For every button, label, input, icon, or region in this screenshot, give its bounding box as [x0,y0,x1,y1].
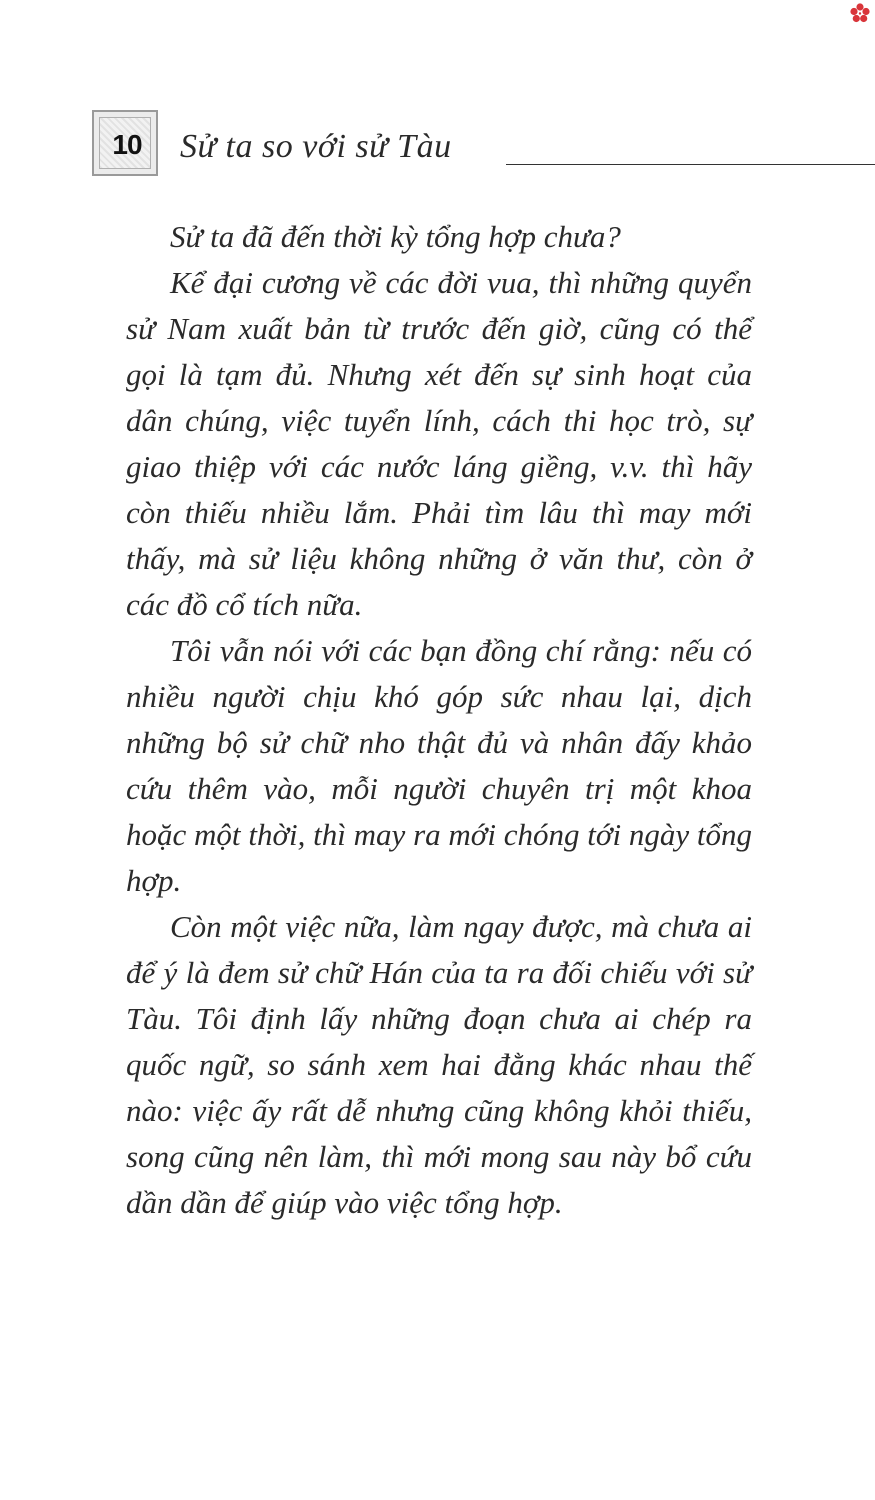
page-body [126,214,752,1226]
header-rule [506,164,875,165]
page-number: 10 [112,129,142,160]
running-header [92,110,875,180]
paragraph-overview: Kể đại cương về các đời vua, thì những quyển sử Nam xuất bản từ trước đến giờ, cũng có thể gọi là tạm đủ. Nhưng xét đến sự sinh hoạt của dân chúng, việc tuyển lính, cách thi học trò, sự giao thiệp với các nước láng giềng, v.v. thì hãy còn thiếu nhiều lắm. Phải tìm lâu thì may mới thấy, mà sử liệu không những ở văn thư, còn ở các đồ cổ tích nữa. [126,265,752,622]
paragraph-question: Sử ta đã đến thời kỳ tổng hợp chưa? [170,219,621,254]
book-title: Sử ta so với sử Tàu [180,128,452,165]
paragraph-appeal: Tôi vẫn nói với các bạn đồng chí rằng: nếu có nhiều người chịu khó góp sức nhau lại, dịch những bộ sử chữ nho thật đủ và nhân đấy khảo cứu thêm vào, mỗi người chuyên trị một khoa hoặc một thời, thì may ra mới chóng tới ngày tổng hợp. [126,633,752,898]
page-number-box [92,110,158,176]
red-flower-icon [849,2,871,24]
paragraph-comparison: Còn một việc nữa, làm ngay được, mà chưa ai để ý là đem sử chữ Hán của ta ra đối chiếu với sử Tàu. Tôi định lấy những đoạn chưa ai chép ra quốc ngữ, so sánh xem hai đằng khác nhau thế nào: việc ấy rất dễ nhưng cũng không khỏi thiếu, song cũng nên làm, thì mới mong sau này bổ cứu dần dần để giúp vào việc tổng hợp. [126,909,752,1220]
